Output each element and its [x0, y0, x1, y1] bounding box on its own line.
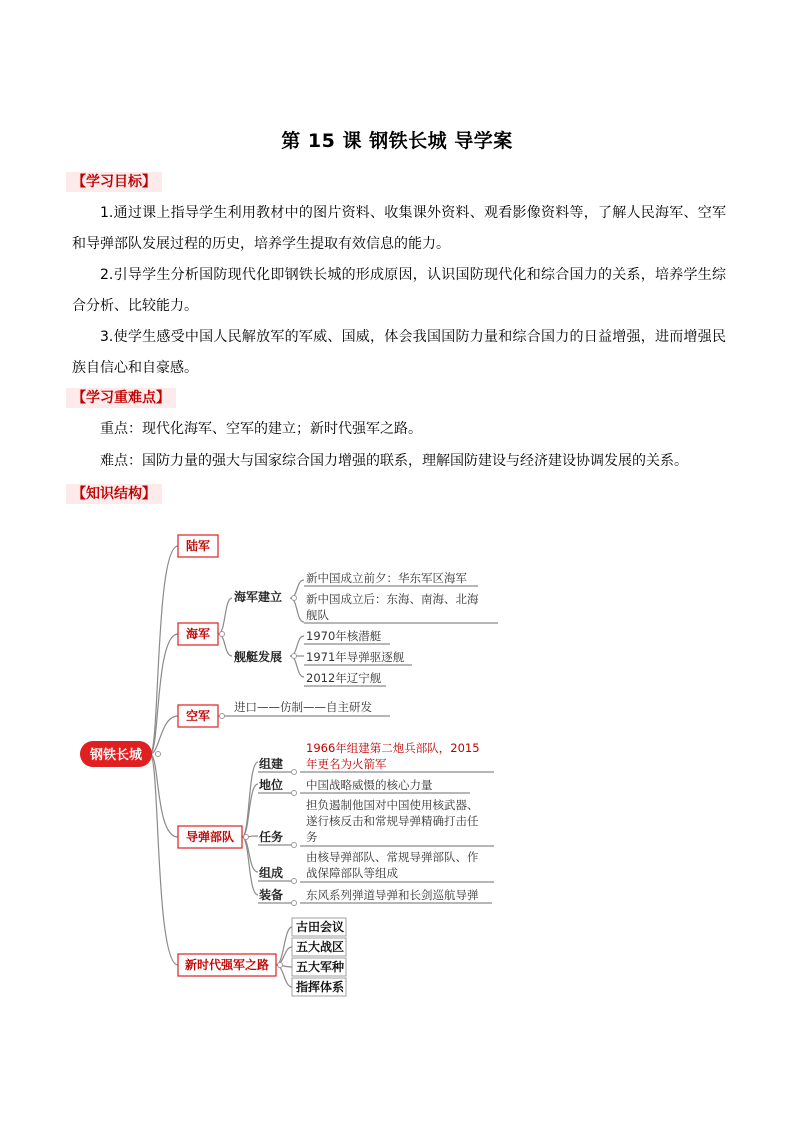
node-airforce-label: 空军 [185, 709, 211, 723]
node-army-label: 陆军 [185, 539, 211, 553]
new-era-item-2: 五大战区 [296, 940, 345, 954]
navy-establish-item-1: 新中国成立前夕：华东军区海军 [306, 571, 467, 585]
section-label-objectives: 【学习目标】 [66, 172, 162, 192]
page-title: 第 15 课 钢铁长城 导学案 [281, 130, 513, 152]
new-era-item-3: 五大军种 [296, 960, 345, 974]
missile-equip-label: 装备 [259, 888, 284, 902]
objective-1: 1.通过课上指导学生利用教材中的图片资料、收集课外资料、观看影像资料等，了解人民海军、空军和导弹部队发展过程的历史，培养学生提取有效信息的能力。 [72, 205, 726, 252]
section-label-key-points: 【学习重难点】 [66, 388, 176, 408]
section-label-structure: 【知识结构】 [66, 484, 162, 504]
missile-status-line-1: 中国战略威慑的核心力量 [306, 778, 433, 792]
node-missile-label: 导弹部队 [185, 830, 235, 844]
missile-compose-line-2: 战保障部队等组成 [306, 866, 398, 880]
navy-develop-item-1: 1970年核潜艇 [306, 629, 382, 643]
node-new-era-label: 新时代强军之路 [184, 958, 270, 972]
node-navy-label: 海军 [185, 627, 211, 641]
navy-establish-item-3: 舰队 [306, 608, 329, 622]
airforce-detail: 进口——仿制——自主研发 [234, 700, 372, 714]
missile-equip-line-1: 东风系列弹道导弹和长剑巡航导弹 [306, 888, 479, 902]
missile-task-label: 任务 [259, 830, 284, 844]
navy-develop-item-3: 2012年辽宁舰 [306, 671, 382, 685]
objective-3: 3.使学生感受中国人民解放军的军威、国威，体会我国国防力量和综合国力的日益增强，进而增强民族自信心和自豪感。 [72, 329, 726, 376]
missile-build-label: 组建 [259, 757, 284, 771]
key-point-difficulty: 难点：国防力量的强大与国家综合国力增强的联系，理解国防建设与经济建设协调发展的关系。 [100, 453, 688, 469]
navy-establish-label: 海军建立 [234, 590, 283, 604]
missile-status-label: 地位 [259, 778, 284, 792]
missile-task-line-2: 遂行核反击和常规导弹精确打击任 [306, 814, 479, 828]
missile-compose-label: 组成 [259, 866, 284, 880]
navy-develop-item-2: 1971年导弹驱逐舰 [306, 650, 405, 664]
missile-task-line-3: 务 [306, 830, 318, 844]
new-era-item-1: 古田会议 [296, 920, 345, 934]
key-point-focus: 重点：现代化海军、空军的建立；新时代强军之路。 [100, 421, 422, 437]
missile-compose-line-1: 由核导弹部队、常规导弹部队、作 [306, 850, 479, 864]
missile-build-line-2: 年更名为火箭军 [306, 757, 387, 771]
missile-task-line-1: 担负遏制他国对中国使用核武器、 [306, 798, 479, 812]
navy-establish-item-2: 新中国成立后：东海、南海、北海 [306, 592, 479, 606]
mindmap-root-label: 钢铁长城 [89, 748, 143, 763]
navy-develop-label: 舰艇发展 [234, 650, 283, 664]
new-era-item-4: 指挥体系 [296, 980, 345, 994]
missile-build-line-1: 1966年组建第二炮兵部队，2015 [306, 741, 480, 755]
objective-2: 2.引导学生分析国防现代化即钢铁长城的形成原因，认识国防现代化和综合国力的关系，培养学生综合分析、比较能力。 [72, 267, 726, 314]
